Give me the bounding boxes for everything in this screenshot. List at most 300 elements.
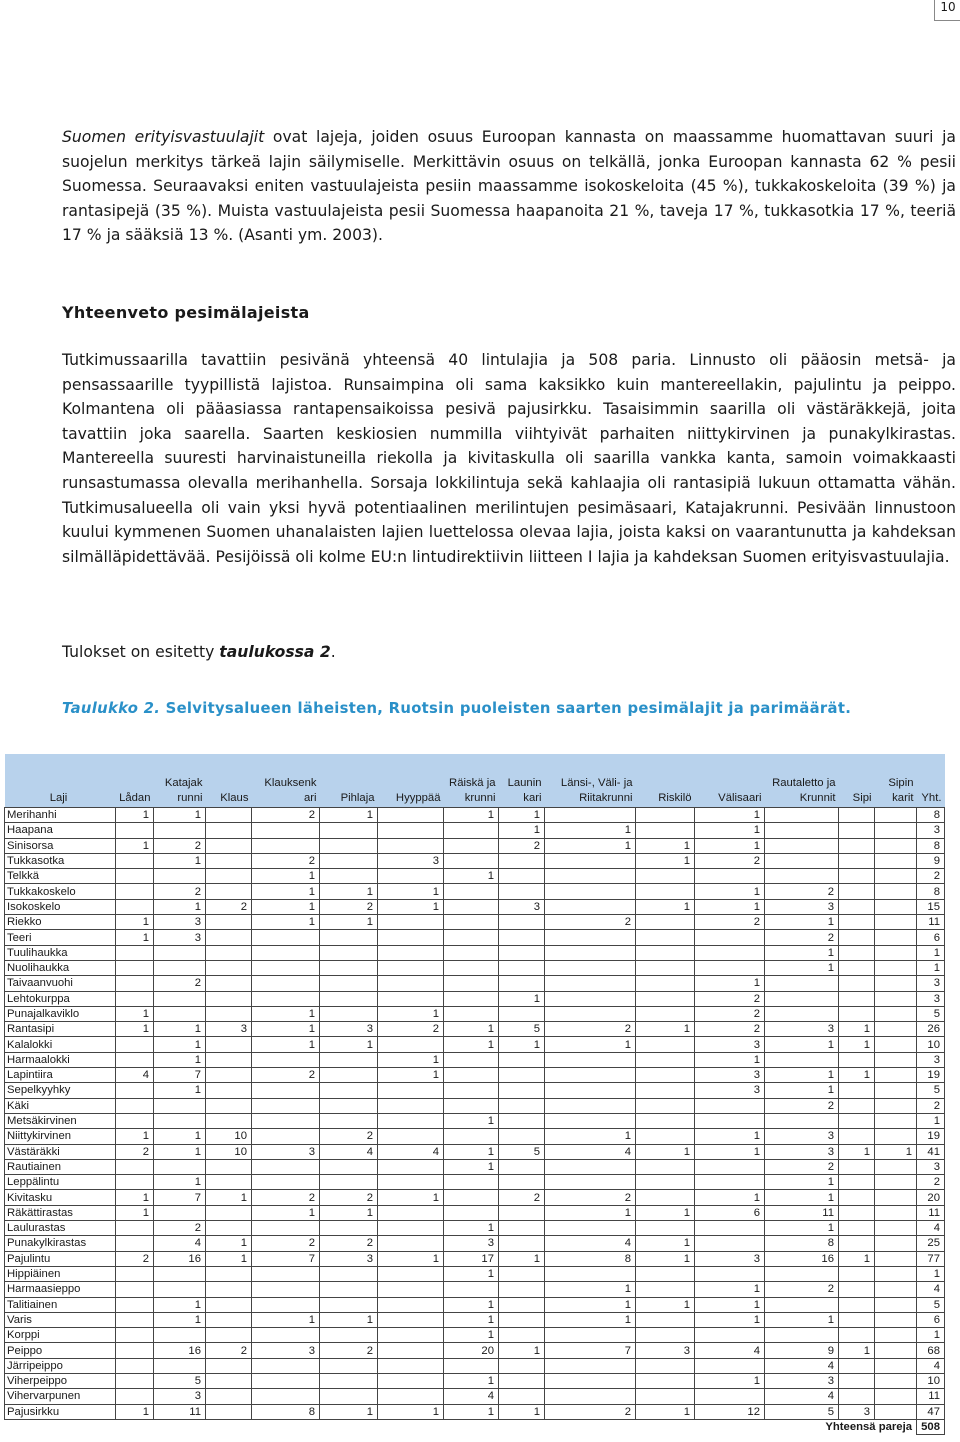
pair-count-cell — [499, 1266, 545, 1281]
species-name: Lapintiira — [5, 1068, 116, 1083]
pair-count-cell: 1 — [765, 1312, 839, 1327]
pair-count-cell: 1 — [154, 853, 206, 868]
pair-count-cell: 1 — [252, 915, 320, 930]
row-total-cell: 2 — [917, 869, 945, 884]
row-total-cell: 47 — [917, 1404, 945, 1419]
pair-count-cell: 2 — [154, 976, 206, 991]
pair-count-cell — [499, 853, 545, 868]
table-row — [5, 1297, 945, 1312]
pair-count-cell: 1 — [444, 1297, 499, 1312]
table-row — [5, 884, 945, 899]
pair-count-cell — [839, 869, 875, 884]
row-total-cell: 20 — [917, 1190, 945, 1205]
pair-count-cell — [765, 823, 839, 838]
pair-count-cell: 1 — [444, 1312, 499, 1327]
pair-count-cell: 2 — [695, 1006, 765, 1021]
pair-count-cell: 2 — [206, 899, 252, 914]
pair-count-cell — [499, 960, 545, 975]
pair-count-cell — [252, 1373, 320, 1388]
pair-count-cell — [545, 991, 636, 1006]
page-number: 10 — [934, 0, 960, 21]
pair-count-cell — [765, 1266, 839, 1281]
pair-count-cell: 1 — [116, 838, 154, 853]
pair-count-cell: 2 — [378, 1022, 444, 1037]
species-table — [4, 754, 945, 1435]
table-row — [5, 1098, 945, 1113]
row-total-cell: 5 — [917, 1006, 945, 1021]
pair-count-cell — [499, 1083, 545, 1098]
pair-count-cell — [839, 823, 875, 838]
pair-count-cell — [116, 869, 154, 884]
pair-count-cell — [875, 869, 917, 884]
pair-count-cell: 2 — [154, 838, 206, 853]
table-row — [5, 1068, 945, 1083]
pair-count-cell — [636, 884, 695, 899]
pair-count-cell — [875, 853, 917, 868]
table-row — [5, 1236, 945, 1251]
pair-count-cell: 3 — [765, 1373, 839, 1388]
pair-count-cell: 17 — [444, 1251, 499, 1266]
pair-count-cell — [320, 1175, 378, 1190]
species-name: Kalalokki — [5, 1037, 116, 1052]
pair-count-cell: 4 — [545, 1236, 636, 1251]
pair-count-cell — [378, 960, 444, 975]
pair-count-cell — [875, 899, 917, 914]
pair-count-cell — [839, 1083, 875, 1098]
row-total-cell: 15 — [917, 899, 945, 914]
pair-count-cell — [839, 884, 875, 899]
pair-count-cell — [252, 838, 320, 853]
pair-count-cell: 1 — [695, 1129, 765, 1144]
pair-count-cell — [839, 1389, 875, 1404]
pair-count-cell: 1 — [765, 1175, 839, 1190]
species-name: Telkkä — [5, 869, 116, 884]
pair-count-cell — [875, 1236, 917, 1251]
pair-count-cell: 1 — [765, 1037, 839, 1052]
pair-count-cell — [499, 1205, 545, 1220]
pair-count-cell — [378, 1312, 444, 1327]
table-row — [5, 1113, 945, 1128]
pair-count-cell: 1 — [154, 1175, 206, 1190]
pair-count-cell: 7 — [154, 1190, 206, 1205]
pair-count-cell — [252, 1358, 320, 1373]
species-name: Rantasipi — [5, 1022, 116, 1037]
pair-count-cell: 2 — [545, 1190, 636, 1205]
row-total-cell: 5 — [917, 1297, 945, 1312]
pair-count-cell — [116, 1328, 154, 1343]
pair-count-cell — [499, 915, 545, 930]
pair-count-cell: 1 — [154, 1052, 206, 1067]
pair-count-cell — [875, 1328, 917, 1343]
species-name: Viherpeippo — [5, 1373, 116, 1388]
pair-count-cell — [875, 1098, 917, 1113]
table-row — [5, 1328, 945, 1343]
pair-count-cell — [765, 838, 839, 853]
row-total-cell: 10 — [917, 1373, 945, 1388]
pair-count-cell — [839, 1098, 875, 1113]
pair-count-cell: 7 — [545, 1343, 636, 1358]
pair-count-cell — [320, 1006, 378, 1021]
pair-count-cell — [875, 838, 917, 853]
pair-count-cell — [154, 1282, 206, 1297]
pair-count-cell: 1 — [765, 1083, 839, 1098]
pair-count-cell — [839, 853, 875, 868]
pair-count-cell: 2 — [320, 1343, 378, 1358]
pair-count-cell — [839, 1159, 875, 1174]
pair-count-cell — [839, 1052, 875, 1067]
pair-count-cell — [320, 930, 378, 945]
table-row — [5, 1022, 945, 1037]
pair-count-cell — [875, 915, 917, 930]
pair-count-cell: 1 — [444, 869, 499, 884]
pair-count-cell — [839, 1312, 875, 1327]
pair-count-cell: 6 — [695, 1205, 765, 1220]
pair-count-cell — [499, 1006, 545, 1021]
pair-count-cell — [378, 1389, 444, 1404]
table-row — [5, 823, 945, 838]
pair-count-cell — [765, 991, 839, 1006]
species-name: Peippo — [5, 1343, 116, 1358]
pair-count-cell — [499, 1389, 545, 1404]
pair-count-cell: 1 — [206, 1190, 252, 1205]
pair-count-cell — [545, 884, 636, 899]
pair-count-cell: 4 — [695, 1343, 765, 1358]
pair-count-cell — [206, 945, 252, 960]
row-total-cell: 8 — [917, 838, 945, 853]
table-row — [5, 1343, 945, 1358]
pair-count-cell — [839, 1006, 875, 1021]
pair-count-cell — [320, 853, 378, 868]
table-row — [5, 1205, 945, 1220]
pair-count-cell — [116, 1037, 154, 1052]
pair-count-cell — [378, 1037, 444, 1052]
pair-count-cell — [154, 960, 206, 975]
pair-count-cell: 1 — [499, 1251, 545, 1266]
pair-count-cell — [499, 1159, 545, 1174]
pair-count-cell — [444, 823, 499, 838]
pair-count-cell — [116, 960, 154, 975]
pair-count-cell — [378, 1236, 444, 1251]
pair-count-cell: 3 — [378, 853, 444, 868]
pair-count-cell — [499, 976, 545, 991]
pair-count-cell — [320, 1159, 378, 1174]
row-total-cell: 6 — [917, 1312, 945, 1327]
pair-count-cell — [206, 1052, 252, 1067]
pair-count-cell — [545, 1052, 636, 1067]
pair-count-cell — [695, 945, 765, 960]
pair-count-cell — [252, 1266, 320, 1281]
species-name: Sepelkyyhky — [5, 1083, 116, 1098]
pair-count-cell — [444, 976, 499, 991]
pair-count-cell — [378, 1098, 444, 1113]
pair-count-cell: 1 — [116, 915, 154, 930]
pair-count-cell: 1 — [499, 1343, 545, 1358]
pair-count-cell: 1 — [545, 838, 636, 853]
pair-count-cell: 1 — [695, 1052, 765, 1067]
pair-count-cell: 1 — [116, 930, 154, 945]
row-total-cell: 8 — [917, 884, 945, 899]
pair-count-cell — [636, 1083, 695, 1098]
pair-count-cell: 1 — [499, 1037, 545, 1052]
pair-count-cell — [875, 991, 917, 1006]
pair-count-cell — [320, 1373, 378, 1388]
pair-count-cell: 7 — [154, 1068, 206, 1083]
pair-count-cell — [636, 1358, 695, 1373]
pair-count-cell — [444, 960, 499, 975]
pair-count-cell — [444, 1190, 499, 1205]
pair-count-cell: 3 — [636, 1343, 695, 1358]
table-row — [5, 838, 945, 853]
pair-count-cell: 2 — [116, 1144, 154, 1159]
pair-count-cell — [320, 1068, 378, 1083]
pair-count-cell — [636, 1373, 695, 1388]
pair-count-cell: 1 — [636, 838, 695, 853]
grand-total-value: 508 — [917, 1419, 945, 1434]
pair-count-cell: 1 — [154, 1037, 206, 1052]
pair-count-cell — [695, 960, 765, 975]
pair-count-cell — [875, 1190, 917, 1205]
pair-count-cell: 1 — [154, 1144, 206, 1159]
pair-count-cell: 1 — [545, 1282, 636, 1297]
intro-text: ovat lajeja, joiden osuus Euroopan kannasta on maassamme huomattavan suuri ja suojelun merkitys tärkeä lajin säilymiselle. Merkittävin osuus on telkällä, jonka Euroopan kannasta 62 % pesii Suomessa. Seuraavaksi eniten vastuulajeista pesiin maassamme isokoskeloita (45 %), tukkakoskeloita (39 %) ja rantasipejä (35 %). Muista vastuulajeista pesii Suomessa haapanoita 21 %, taveja 17 %, tukkasotkia 17 %, teeriä 17 % ja sääksiä 13 %. (Asanti ym. 2003). — [62, 128, 956, 245]
pair-count-cell: 2 — [695, 991, 765, 1006]
pair-count-cell — [545, 808, 636, 823]
pair-count-cell — [154, 945, 206, 960]
table-row — [5, 1052, 945, 1067]
pair-count-cell: 1 — [695, 1282, 765, 1297]
pair-count-cell: 1 — [154, 1129, 206, 1144]
pair-count-cell — [499, 1129, 545, 1144]
pair-count-cell — [545, 1068, 636, 1083]
pair-count-cell: 2 — [765, 884, 839, 899]
pair-count-cell — [378, 1328, 444, 1343]
column-header: Riskilö — [636, 754, 695, 808]
pair-count-cell — [320, 1266, 378, 1281]
pair-count-cell — [154, 1328, 206, 1343]
table-row — [5, 1312, 945, 1327]
pair-count-cell — [695, 1175, 765, 1190]
pair-count-cell — [116, 991, 154, 1006]
pair-count-cell — [116, 976, 154, 991]
pair-count-cell: 3 — [320, 1022, 378, 1037]
pair-count-cell — [206, 1404, 252, 1419]
pair-count-cell — [154, 1098, 206, 1113]
pair-count-cell: 1 — [378, 1190, 444, 1205]
table-row — [5, 1404, 945, 1419]
pair-count-cell: 2 — [252, 1068, 320, 1083]
pair-count-cell — [378, 838, 444, 853]
pair-count-cell — [875, 808, 917, 823]
pair-count-cell: 2 — [154, 884, 206, 899]
pair-count-cell: 1 — [320, 884, 378, 899]
pair-count-cell — [765, 853, 839, 868]
pair-count-cell — [116, 1343, 154, 1358]
row-total-cell: 19 — [917, 1129, 945, 1144]
intro-paragraph — [62, 125, 956, 248]
pair-count-cell: 3 — [154, 915, 206, 930]
pair-count-cell — [499, 1052, 545, 1067]
pair-count-cell: 1 — [116, 1129, 154, 1144]
pair-count-cell: 1 — [839, 1251, 875, 1266]
pair-count-cell: 3 — [695, 1037, 765, 1052]
pair-count-cell: 1 — [695, 1297, 765, 1312]
pair-count-cell: 20 — [444, 1343, 499, 1358]
pair-count-cell: 16 — [765, 1251, 839, 1266]
pair-count-cell: 1 — [378, 1404, 444, 1419]
pair-count-cell — [499, 1068, 545, 1083]
pair-count-cell: 1 — [444, 1144, 499, 1159]
pair-count-cell: 1 — [252, 1037, 320, 1052]
pair-count-cell — [839, 1297, 875, 1312]
pair-count-cell — [839, 838, 875, 853]
pair-count-cell — [116, 853, 154, 868]
pair-count-cell: 1 — [545, 1129, 636, 1144]
pair-count-cell — [320, 1328, 378, 1343]
pair-count-cell — [444, 1129, 499, 1144]
row-total-cell: 10 — [917, 1037, 945, 1052]
results-prefix: Tulokset on esitetty — [62, 643, 220, 661]
pair-count-cell — [499, 930, 545, 945]
pair-count-cell — [695, 1159, 765, 1174]
pair-count-cell: 1 — [636, 1236, 695, 1251]
column-header-species: Laji — [5, 754, 116, 808]
pair-count-cell — [320, 869, 378, 884]
pair-count-cell — [636, 1098, 695, 1113]
pair-count-cell — [116, 1098, 154, 1113]
pair-count-cell: 2 — [320, 1129, 378, 1144]
pair-count-cell: 1 — [252, 1205, 320, 1220]
table-row — [5, 1190, 945, 1205]
pair-count-cell — [252, 1159, 320, 1174]
pair-count-cell — [839, 1358, 875, 1373]
species-name: Isokoskelo — [5, 899, 116, 914]
pair-count-cell — [320, 991, 378, 1006]
row-total-cell: 3 — [917, 991, 945, 1006]
pair-count-cell — [636, 1068, 695, 1083]
column-header: Yht. — [917, 754, 945, 808]
species-name: Laulurastas — [5, 1221, 116, 1236]
pair-count-cell: 2 — [695, 915, 765, 930]
pair-count-cell — [154, 823, 206, 838]
pair-count-cell — [499, 1236, 545, 1251]
row-total-cell: 25 — [917, 1236, 945, 1251]
pair-count-cell: 1 — [116, 1190, 154, 1205]
table-row — [5, 1221, 945, 1236]
pair-count-cell — [378, 945, 444, 960]
pair-count-cell — [839, 899, 875, 914]
pair-count-cell — [875, 1022, 917, 1037]
pair-count-cell: 11 — [765, 1205, 839, 1220]
table-row — [5, 1006, 945, 1021]
table-row — [5, 1159, 945, 1174]
pair-count-cell — [378, 976, 444, 991]
pair-count-cell: 2 — [320, 1236, 378, 1251]
pair-count-cell: 1 — [765, 1221, 839, 1236]
pair-count-cell: 4 — [545, 1144, 636, 1159]
pair-count-cell — [444, 1052, 499, 1067]
pair-count-cell: 1 — [378, 884, 444, 899]
pair-count-cell — [636, 1328, 695, 1343]
pair-count-cell — [444, 884, 499, 899]
pair-count-cell — [636, 945, 695, 960]
pair-count-cell: 8 — [765, 1236, 839, 1251]
pair-count-cell — [444, 1282, 499, 1297]
pair-count-cell — [206, 1221, 252, 1236]
pair-count-cell — [875, 1373, 917, 1388]
row-total-cell: 6 — [917, 930, 945, 945]
pair-count-cell: 2 — [765, 930, 839, 945]
pair-count-cell — [499, 1175, 545, 1190]
pair-count-cell: 1 — [499, 991, 545, 1006]
pair-count-cell — [320, 1052, 378, 1067]
pair-count-cell: 2 — [320, 899, 378, 914]
pair-count-cell — [252, 1389, 320, 1404]
pair-count-cell: 2 — [116, 1251, 154, 1266]
pair-count-cell: 11 — [154, 1404, 206, 1419]
pair-count-cell: 1 — [444, 808, 499, 823]
pair-count-cell — [378, 1159, 444, 1174]
pair-count-cell: 1 — [636, 1251, 695, 1266]
pair-count-cell: 3 — [252, 1343, 320, 1358]
species-name: Tukkasotka — [5, 853, 116, 868]
pair-count-cell: 1 — [695, 1144, 765, 1159]
pair-count-cell — [839, 1113, 875, 1128]
pair-count-cell: 3 — [695, 1083, 765, 1098]
grand-total-label: Yhteensä pareja — [825, 1421, 912, 1434]
table-row — [5, 915, 945, 930]
pair-count-cell — [499, 1373, 545, 1388]
pair-count-cell: 1 — [378, 899, 444, 914]
table-row — [5, 991, 945, 1006]
pair-count-cell — [116, 1282, 154, 1297]
pair-count-cell — [320, 1389, 378, 1404]
row-total-cell: 26 — [917, 1022, 945, 1037]
table-row — [5, 930, 945, 945]
pair-count-cell — [839, 930, 875, 945]
row-total-cell: 11 — [917, 915, 945, 930]
pair-count-cell — [636, 1052, 695, 1067]
pair-count-cell: 1 — [545, 1312, 636, 1327]
pair-count-cell: 2 — [499, 838, 545, 853]
row-total-cell: 3 — [917, 823, 945, 838]
pair-count-cell — [320, 945, 378, 960]
pair-count-cell — [839, 1328, 875, 1343]
pair-count-cell — [839, 1236, 875, 1251]
pair-count-cell: 1 — [320, 1205, 378, 1220]
pair-count-cell — [545, 930, 636, 945]
pair-count-cell — [154, 1358, 206, 1373]
pair-count-cell — [765, 1328, 839, 1343]
pair-count-cell — [875, 884, 917, 899]
pair-count-cell — [378, 1266, 444, 1281]
pair-count-cell — [499, 945, 545, 960]
pair-count-cell: 1 — [765, 945, 839, 960]
species-name: Korppi — [5, 1328, 116, 1343]
pair-count-cell — [636, 1037, 695, 1052]
species-name: Harmaalokki — [5, 1052, 116, 1067]
pair-count-cell — [252, 1083, 320, 1098]
species-name: Pajusirkku — [5, 1404, 116, 1419]
pair-count-cell: 1 — [444, 1404, 499, 1419]
pair-count-cell: 1 — [320, 1037, 378, 1052]
pair-count-cell — [116, 1297, 154, 1312]
pair-count-cell — [636, 1006, 695, 1021]
pair-count-cell — [499, 869, 545, 884]
pair-count-cell: 1 — [444, 1373, 499, 1388]
pair-count-cell — [545, 976, 636, 991]
pair-count-cell: 8 — [252, 1404, 320, 1419]
column-header: Launin kari — [499, 754, 545, 808]
